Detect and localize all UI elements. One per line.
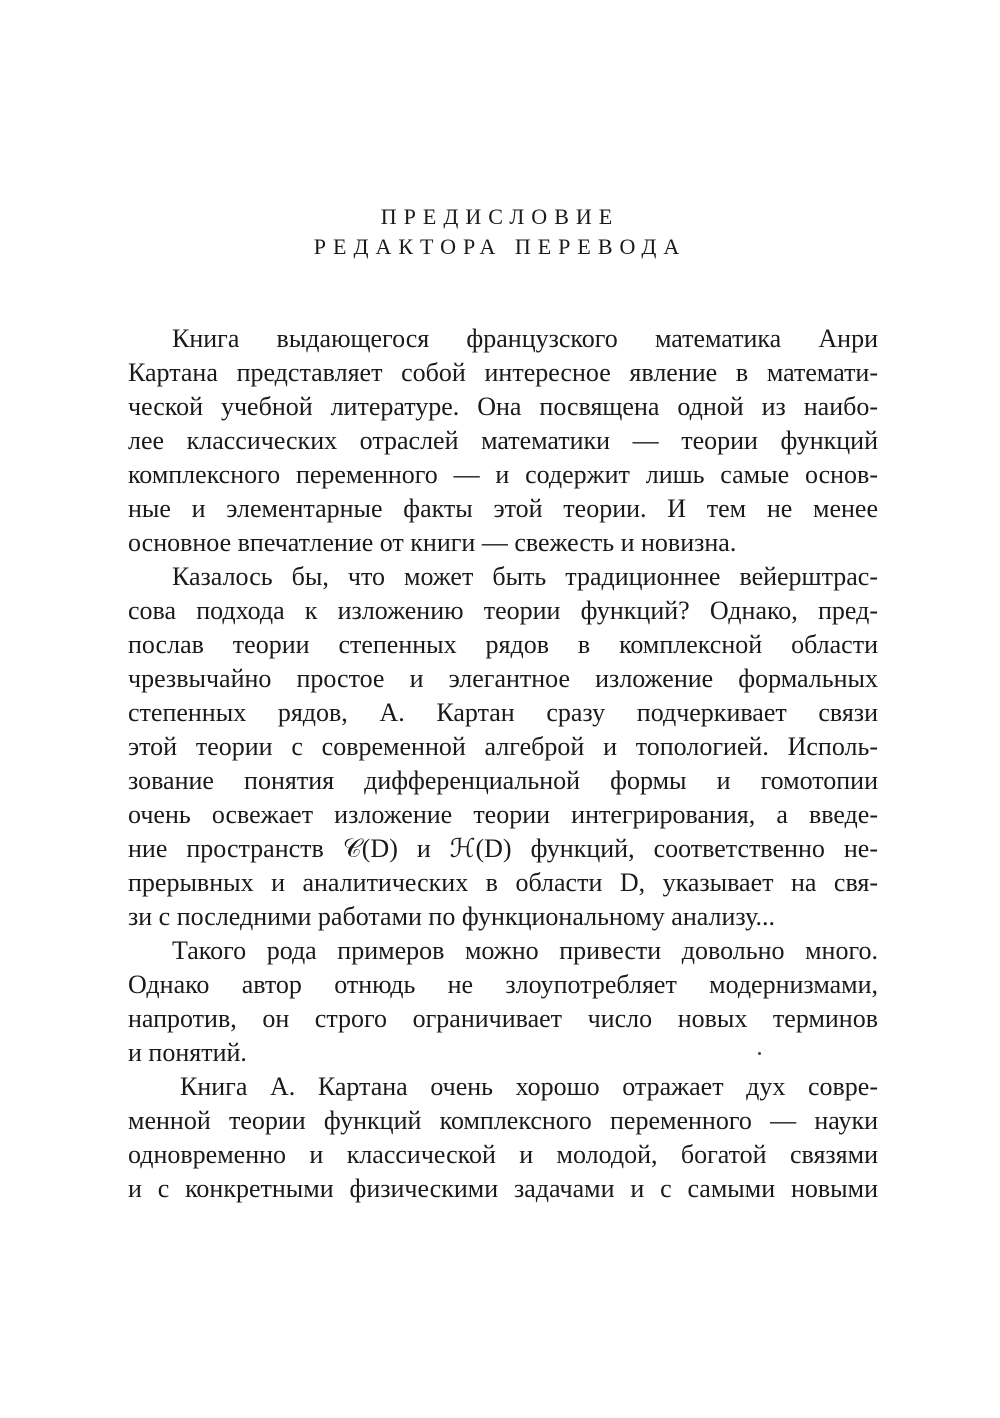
text-line: и понятий. — [128, 1038, 247, 1067]
text-line: одновременно и классической и молодой, богатой связями — [128, 1140, 878, 1169]
text-line: Однако автор отнюдь не злоупотребляет модернизмами, — [128, 970, 878, 999]
text-line: основное впечатление от книги — свежесть и новизна. — [128, 528, 737, 557]
text-line: этой теории с современной алгеброй и топологией. Исполь- — [128, 732, 878, 761]
text-line: сова подхода к изложению теории функций? Однако, пред- — [128, 596, 878, 625]
text-line: послав теории степенных рядов в комплексной области — [128, 630, 878, 659]
text-line: зи с последними работами по функциональному анализу... — [128, 902, 776, 931]
print-speck — [758, 1052, 761, 1055]
text-line: лее классических отраслей математики — теории функций — [128, 426, 878, 455]
text-line: ние пространств 𝒞(D) и ℋ(D) функций, соответственно не- — [128, 834, 878, 863]
text-line: Казалось бы, что может быть традиционнее вейерштрас- — [172, 562, 878, 591]
text-line: зование понятия дифференциальной формы и гомотопии — [128, 766, 878, 795]
text-line: ные и элементарные факты этой теории. И тем не менее — [128, 494, 878, 523]
text-line: напротив, он строго ограничивает число новых терминов — [128, 1004, 878, 1033]
text-line: Книга выдающегося французского математика Анри — [172, 324, 878, 353]
text-line: прерывных и аналитических в области D, указывает на свя- — [128, 868, 878, 897]
text-line: степенных рядов, А. Картан сразу подчеркивает связи — [128, 698, 878, 727]
text-line: Книга А. Картана очень хорошо отражает дух совре- — [180, 1072, 878, 1101]
text-line: Картана представляет собой интересное явление в математи- — [128, 358, 878, 387]
text-line: и с конкретными физическими задачами и с самыми новыми — [128, 1174, 878, 1203]
text-line: очень освежает изложение теории интегрирования, а введе- — [128, 800, 878, 829]
text-line: менной теории функций комплексного переменного — науки — [128, 1106, 878, 1135]
text-line: ческой учебной литературе. Она посвящена одной из наибо- — [128, 392, 878, 421]
text-line: комплексного переменного — и содержит лишь самые основ- — [128, 460, 878, 489]
body-text — [128, 322, 878, 1206]
text-line: чрезвычайно простое и элегантное изложение формальных — [128, 664, 878, 693]
text-line: Такого рода примеров можно привести довольно много. — [172, 936, 878, 965]
page-title-line-1: ПРЕДИСЛОВИЕ — [380, 204, 620, 229]
page-title-line-2: РЕДАКТОРА ПЕРЕВОДА — [313, 234, 687, 259]
